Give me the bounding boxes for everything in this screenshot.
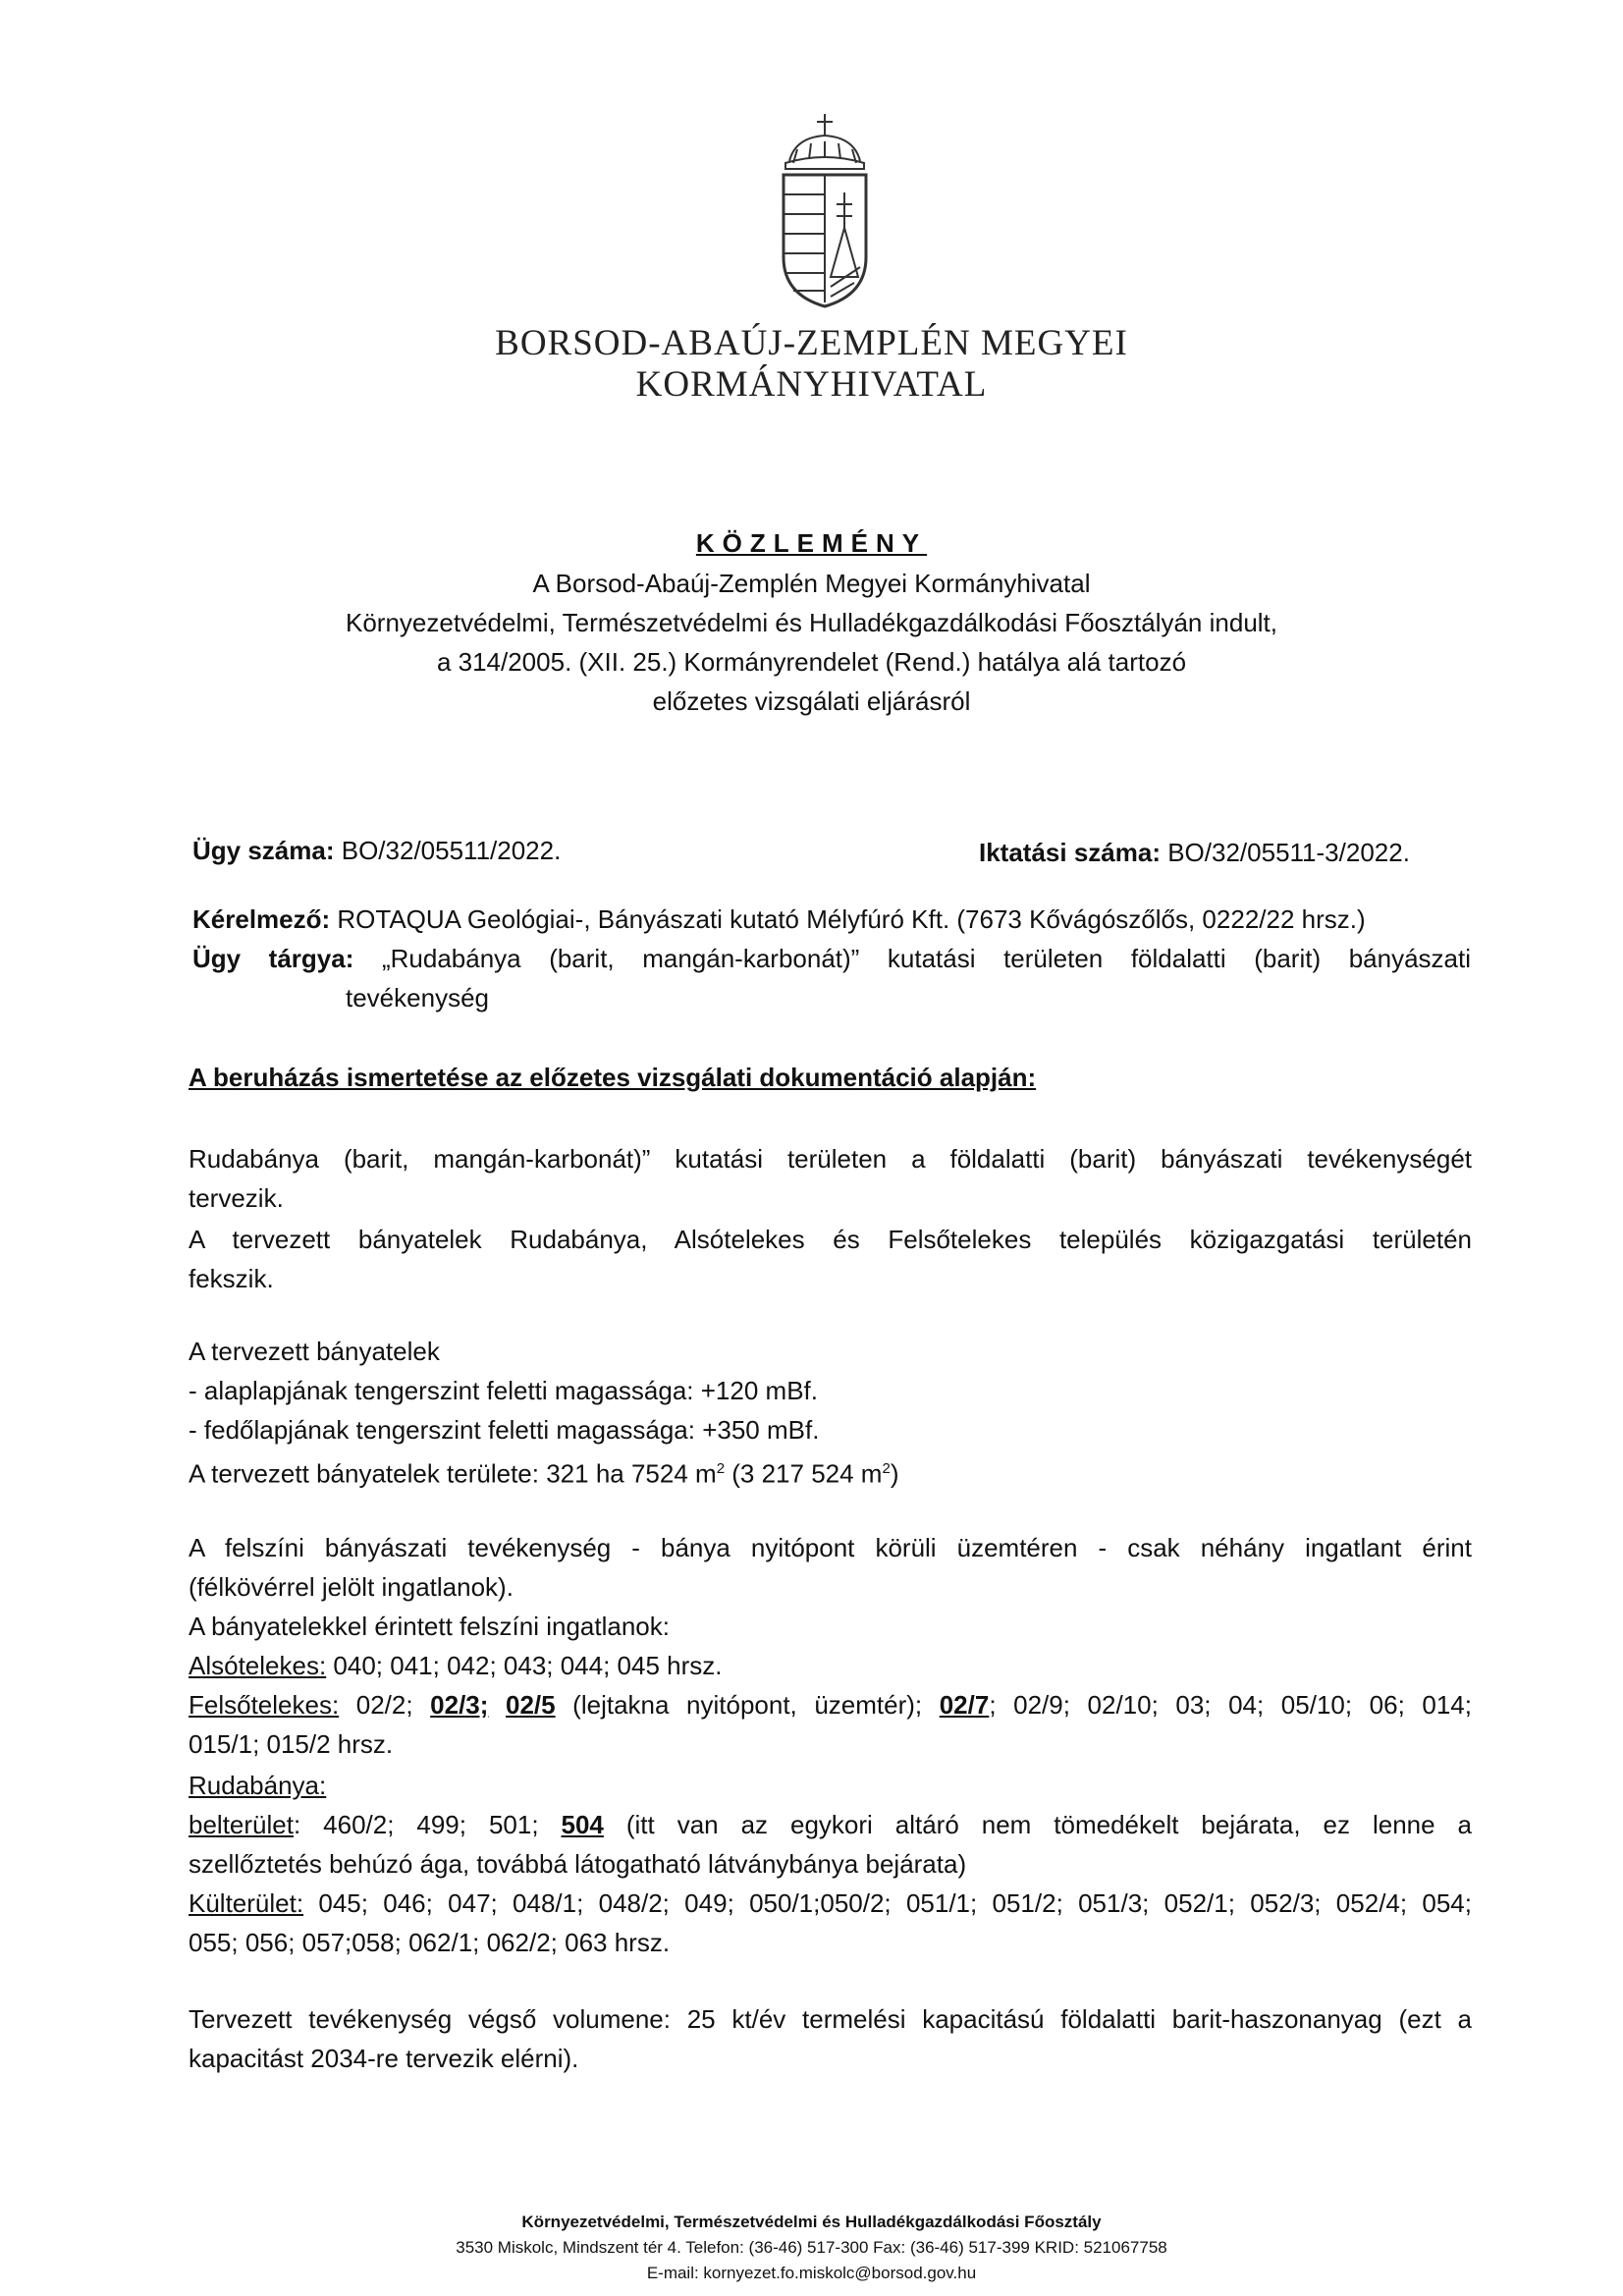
felsotelekes-line-2: 015/1; 015/2 hrsz. [189, 1729, 394, 1759]
felsotelekes-label: Felsőtelekes: [189, 1690, 340, 1720]
felsotelekes-bold-3: 02/7 [939, 1690, 990, 1720]
paragraph-4-line-1: A felszíni bányászati tevékenység - bánya nyitópont körüli üzemtéren - csak néhány ingatlant érint [189, 1533, 1472, 1562]
rudabanya-label-text: Rudabánya: [189, 1771, 327, 1800]
intro-line-1: A Borsod-Abaúj-Zemplén Megyei Kormányhivatal [532, 569, 1091, 598]
section-heading: A beruházás ismertetése az előzetes vizsgálati dokumentáció alapján: [189, 1063, 1037, 1092]
kulterulet-line-1 [189, 1884, 1472, 1923]
paragraph-5-line-2: kapacitást 2034-re tervezik elérni). [189, 2044, 579, 2073]
applicant-label: Kérelmező: [192, 904, 331, 934]
area-text-2: (3 217 524 m [725, 1458, 883, 1489]
belterulet-line-2: szellőztetés behúzó ága, továbbá látogatható látványbánya bejárata) [189, 1849, 967, 1879]
paragraph-4-line-3: A bányatelekkel érintett felszíni ingatlanok: [189, 1612, 670, 1641]
felsotelekes-bold-2: 02/5 [506, 1690, 556, 1720]
org-name-line-1: BORSOD-ABAÚJ-ZEMPLÉN MEGYEI [495, 323, 1128, 363]
belterulet-line-1 [189, 1805, 1472, 1844]
org-name-line-2: KORMÁNYHIVATAL [635, 364, 988, 405]
registration-number [979, 833, 1410, 872]
felsotelekes-bold-1: 02/3; [430, 1690, 489, 1720]
rudabanya-label [189, 1766, 326, 1805]
belterulet-label: belterület [189, 1810, 294, 1839]
case-number-label: Ügy száma: [192, 836, 335, 865]
case-number-value: BO/32/05511/2022. [341, 836, 562, 865]
paragraph-4-line-2: (félkövérrel jelölt ingatlanok). [189, 1572, 514, 1602]
registration-number-label: Iktatási száma: [979, 838, 1161, 867]
paragraph-3-line-2: - alaplapjának tengerszint feletti magassága: +120 mBf. [189, 1376, 818, 1405]
subject-line-1 [192, 939, 1471, 978]
area-superscript-2: 2 [882, 1460, 891, 1477]
footer-department: Környezetvédelmi, Természetvédelmi és Hulladékgazdálkodási Főosztály [521, 2213, 1102, 2231]
case-number [192, 831, 561, 870]
footer-address: 3530 Miskolc, Mindszent tér 4. Telefon: (36-46) 517-300 Fax: (36-46) 517-399 KRID: 521067758 [456, 2238, 1167, 2257]
felsotelekes-line-1 [189, 1685, 1472, 1724]
kulterulet-label: Külterület: [189, 1888, 304, 1918]
felsotelekes-text-2 [488, 1690, 506, 1720]
intro-line-4: előzetes vizsgálati eljárásról [652, 686, 971, 716]
alsotelekes-parcels: 040; 041; 042; 043; 044; 045 hrsz. [326, 1651, 723, 1680]
paragraph-3-line-3: - fedőlapjának tengerszint feletti magassága: +350 mBf. [189, 1415, 820, 1445]
applicant-value: ROTAQUA Geológiai-, Bányászati kutató Mélyfúró Kft. (7673 Kővágószőlős, 0222/22 hrsz.) [337, 904, 1366, 934]
paragraph-5-line-1: Tervezett tevékenység végső volumene: 25 kt/év termelési kapacitású földalatti barit-haszonanyag (ezt a [189, 2004, 1472, 2034]
document-title: KÖZLEMÉNY [695, 528, 928, 558]
registration-number-value: BO/32/05511-3/2022. [1167, 838, 1410, 867]
felsotelekes-text-1: 02/2; [339, 1690, 431, 1720]
subject-value-line-1: „Rudabánya (barit, mangán-karbonát)” kutatási területen földalatti (barit) bányászati [381, 944, 1471, 973]
felsotelekes-text-4: ; 02/9; 02/10; 03; 04; 05/10; 06; 014; [989, 1690, 1472, 1720]
paragraph-2-line-2: fekszik. [189, 1264, 274, 1293]
felsotelekes-text-3: (lejtakna nyitópont, üzemtér); [555, 1690, 940, 1720]
paragraph-1-line-1: Rudabánya (barit, mangán-karbonát)” kutatási területen a földalatti (barit) bányászati tevékenységét [189, 1144, 1472, 1174]
intro-line-2: Környezetvédelmi, Természetvédelmi és Hulladékgazdálkodási Főosztályán indult, [346, 608, 1277, 637]
alsotelekes-label: Alsótelekes: [189, 1651, 327, 1680]
belterulet-text-1: : 460/2; 499; 501; [293, 1810, 562, 1839]
footer-email: E-mail: kornyezet.fo.miskolc@borsod.gov.hu [646, 2264, 977, 2282]
coat-of-arms-icon [776, 110, 874, 311]
paragraph-2-line-1: A tervezett bányatelek Rudabánya, Alsótelekes és Felsőtelekes település közigazgatási területén [189, 1225, 1472, 1254]
subject-line-2: tevékenység [346, 983, 489, 1012]
belterulet-text-2: (itt van az egykori altáró nem tömedékelt bejárata, ez lenne a [603, 1810, 1472, 1839]
kulterulet-parcels: 045; 046; 047; 048/1; 048/2; 049; 050/1;050/2; 051/1; 051/2; 051/3; 052/1; 052/3; 052/4; 054; [303, 1888, 1472, 1918]
belterulet-bold-1: 504 [561, 1810, 604, 1839]
area-text: A tervezett bányatelek területe: 321 ha 7524 m [189, 1458, 717, 1489]
kulterulet-line-2: 055; 056; 057;058; 062/1; 062/2; 063 hrsz. [189, 1928, 671, 1957]
area-superscript-1: 2 [716, 1460, 726, 1477]
applicant [192, 900, 1366, 939]
paragraph-3-line-4 [189, 1449, 898, 1494]
paragraph-1-line-2: tervezik. [189, 1183, 284, 1213]
paragraph-3-line-1: A tervezett bányatelek [189, 1337, 440, 1366]
area-text-3: ) [890, 1458, 899, 1489]
alsotelekes-line [189, 1646, 723, 1685]
subject-label: Ügy tárgya: [192, 944, 354, 973]
intro-line-3: a 314/2005. (XII. 25.) Kormányrendelet (Rend.) hatálya alá tartozó [436, 647, 1187, 677]
